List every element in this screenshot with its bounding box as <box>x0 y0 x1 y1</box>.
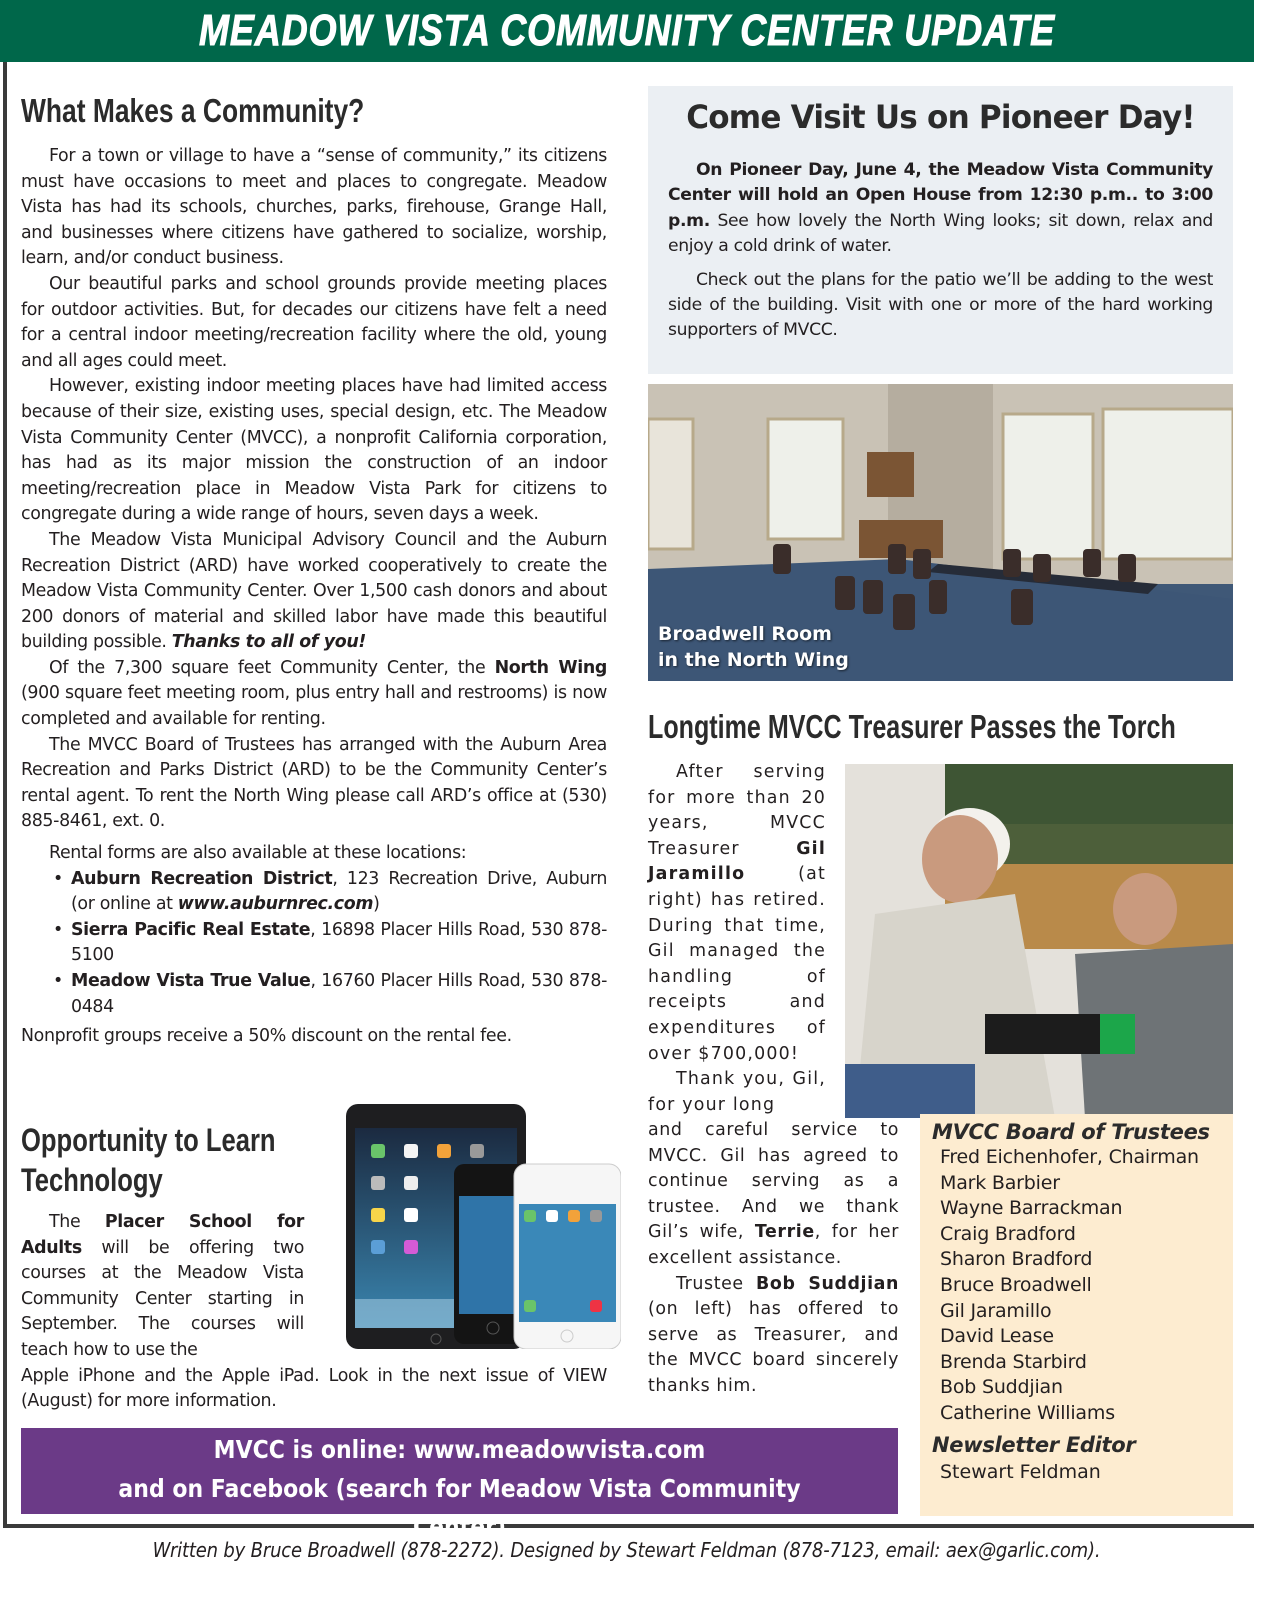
bullet-icon: • <box>53 919 63 940</box>
technology-body-tail: Apple iPhone and the Apple iPad. Look in the next issue of VIEW (August) for more information. <box>21 1365 607 1412</box>
rental-location-item: • Auburn Recreation District, 123 Recreation Drive, Auburn (or online at www.auburnrec.com) <box>53 868 608 915</box>
community-article <box>21 86 607 1050</box>
community-body <box>21 144 607 1050</box>
trustee-item: David Lease <box>940 1325 1054 1348</box>
pioneer-heading: Come Visit Us on Pioneer Day! <box>686 98 1195 136</box>
trustee-item: Brenda Starbird <box>940 1350 1087 1373</box>
rental-location-item: • Meadow Vista True Value, 16760 Placer Hills Road, 530 878-0484 <box>53 971 607 1017</box>
room-photo-caption: Broadwell Room in the North Wing <box>658 623 849 671</box>
technology-body: The Placer School for Adults will be offering two courses at the Meadow Vista Community Center starting in September. The courses will teach how to use the <box>21 1212 304 1360</box>
community-paragraph-6: The MVCC Board of Trustees has arranged with the Auburn Area Recreation and Parks District (ARD) to be the Community Center’s rental agent. To rent the North Wing please call ARD’s office at (530) 885-8461, ext. 0. <box>21 734 607 832</box>
treasurer-handoff-image <box>845 764 1233 1118</box>
community-paragraph-2: Our beautiful parks and school grounds provide meeting places for outdoor activities. But, for decades our citizens have felt a need for a central indoor meeting/recreation facility where the old, young and all ages could meet. <box>21 273 607 371</box>
technology-article <box>21 1104 607 1415</box>
trustee-item: Wayne Barrackman <box>940 1197 1123 1220</box>
website-line[interactable]: MVCC is online: www.meadowvista.com <box>213 1435 706 1464</box>
rental-intro: Rental forms are also available at these locations: <box>49 843 467 864</box>
editor-name: Stewart Feldman <box>940 1460 1101 1483</box>
masthead-banner <box>0 0 1254 62</box>
bullet-icon: • <box>53 868 63 889</box>
community-paragraph-5: Of the 7,300 square feet Community Center, the North Wing (900 square feet meeting room, plus entry hall and restrooms) is now completed and available for renting. <box>21 657 607 730</box>
pioneer-body: On Pioneer Day, June 4, the Meadow Vista Community Center will hold an Open House from 12:30 p.m.. to 3:00 p.m. See how lovely the North Wing looks; sit down, relax and enjoy a cold drink of water. Check out the plans for the patio we’ll be adding to the west side of the building. Visit with one or more of the hard working supporters of MVCC. <box>668 160 1213 341</box>
discount-note: Nonprofit groups receive a 50% discount on the rental fee. <box>21 1026 512 1047</box>
community-paragraph-4: The Meadow Vista Municipal Advisory Council and the Auburn Recreation District (ARD) have worked cooperatively to create the Meadow Vista Community Center. Over 1,500 cash donors and about 200 donors of material and skilled labor have made this beautiful building possible. Thanks to all of you! <box>21 529 607 653</box>
community-heading: What Makes a Community? <box>21 92 365 129</box>
credits-footer <box>0 1538 1254 1562</box>
auburnrec-link[interactable]: www.auburnrec.com <box>177 894 374 915</box>
online-banner <box>21 1428 898 1541</box>
broadwell-room-photo <box>648 384 1233 681</box>
treasurer-body-wide: and careful service to MVCC. Gil has agreed to continue serving as a trustee. And we thank Gil’s wife, Terrie, for her excellent assistance. Trustee Bob Suddjian (on left) has offered to serve as Treasurer, and the MVCC board sincerely thanks him. <box>648 1120 899 1396</box>
technology-heading: Opportunity to Learn Technology <box>21 1122 276 1198</box>
trustee-item: Sharon Bradford <box>940 1248 1093 1271</box>
treasurer-body-narrow: After serving for more than 20 years, MVCC Treasurer Gil Jaramillo (at right) has retired. During that time, Gil managed the handling of receipts and expenditures of over $700,000! Thank you, Gil, for your long <box>648 762 826 1115</box>
treasurer-photo <box>845 764 1233 1118</box>
community-paragraph-3: However, existing indoor meeting places have had limited access because of their size, existing uses, special design, etc. The Meadow Vista Community Center (MVCC), a nonprofit California corporation, has had as its major mission the construction of an indoor meeting/recreation place in Meadow Vista Park for citizens to congregate during a wide range of hours, seven days a week. <box>21 376 607 525</box>
trustees-list <box>932 1145 1233 1427</box>
credits-text: Written by Bruce Broadwell (878-2272). Designed by Stewart Feldman (878-7123, email: aex@garlic.com). <box>153 1538 1101 1562</box>
bullet-icon: • <box>53 971 63 991</box>
treasurer-heading: Longtime MVCC Treasurer Passes the Torch <box>648 708 1176 745</box>
trustees-heading: MVCC Board of Trustees <box>932 1120 1210 1144</box>
community-paragraph-1: For a town or village to have a “sense of community,” its citizens must have occasions to meet and places to congregate. Meadow Vista has had its schools, churches, parks, firehouse, Grange Hall, and businesses where citizens have gathered to socialize, worship, learn, and/or conduct business. <box>21 146 607 269</box>
rental-location-item: • Sierra Pacific Real Estate, 16898 Placer Hills Road, 530 878-5100 <box>53 919 607 966</box>
trustee-item: Bruce Broadwell <box>940 1273 1092 1296</box>
trustee-item: Craig Bradford <box>940 1222 1076 1245</box>
masthead-title: MEADOW VISTA COMMUNITY CENTER UPDATE <box>198 6 1056 55</box>
trustee-item: Catherine Williams <box>940 1401 1115 1424</box>
rental-locations-list <box>21 867 607 1021</box>
facebook-line[interactable]: and on Facebook (search for Meadow Vista Community Center) <box>118 1474 801 1541</box>
pioneer-day-box <box>648 86 1233 374</box>
editor-heading: Newsletter Editor <box>932 1432 1136 1457</box>
trustee-item: Mark Barbier <box>940 1171 1060 1194</box>
trustee-item: Gil Jaramillo <box>940 1299 1052 1322</box>
thanks-emphasis: Thanks to all of you! <box>171 632 366 653</box>
trustee-item: Fred Eichenhofer, Chairman <box>940 1146 1199 1168</box>
ipad-iphone-image <box>346 1104 621 1349</box>
trustee-item: Bob Suddjian <box>940 1376 1063 1399</box>
board-of-trustees-box <box>920 1114 1233 1516</box>
